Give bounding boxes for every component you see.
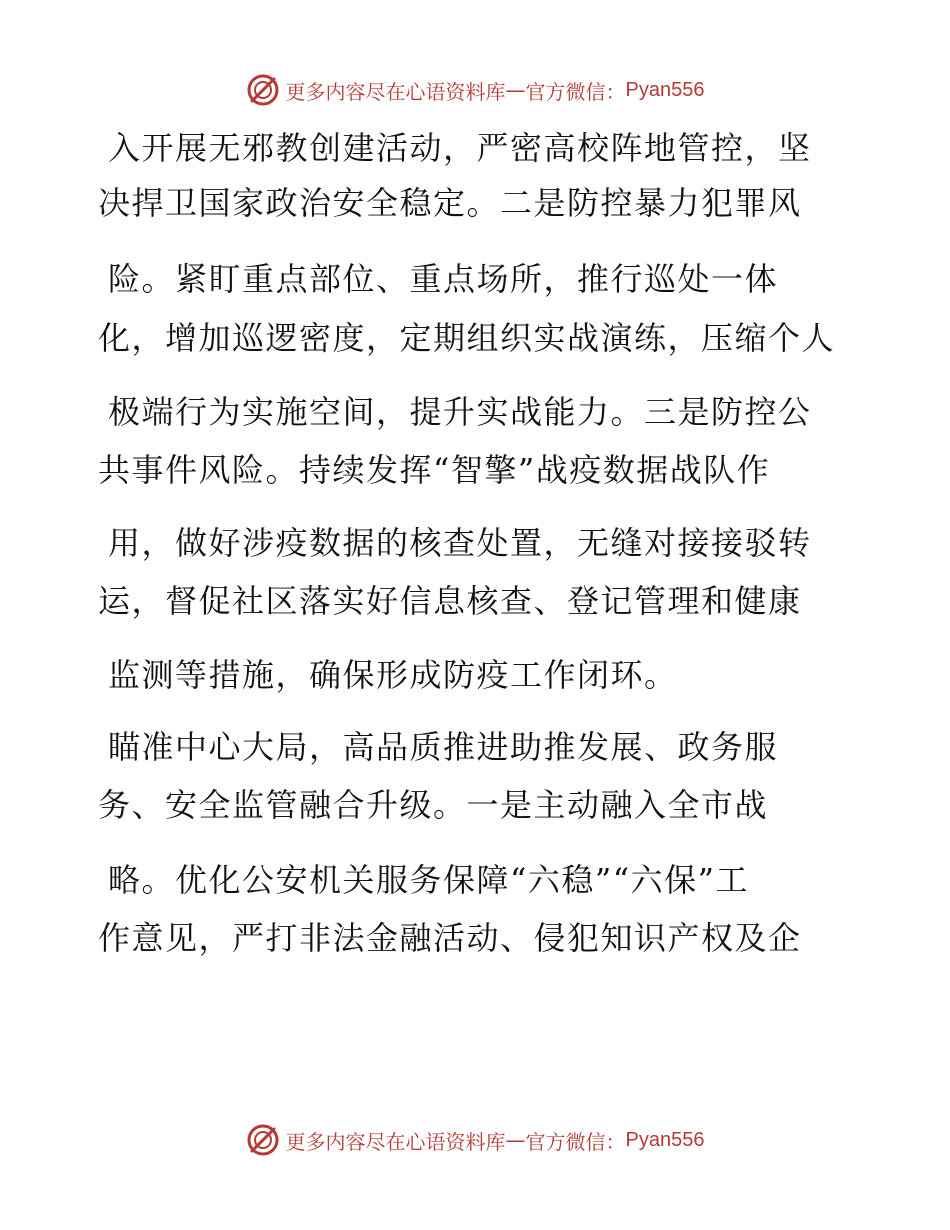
body-line: 共事件风险。持续发挥“智擎”战疫数据战队作: [98, 451, 771, 489]
header-wechat-label: 官方微信：: [525, 79, 626, 104]
footer-separator: —: [505, 1128, 526, 1152]
body-line: 监测等措施，确保形成防疫工作闭环。: [108, 656, 678, 694]
body-line: 略。优化公安机关服务保障“六稳”“六保”工: [108, 861, 749, 899]
header-banner: [0, 70, 950, 110]
body-line: 务、安全监管融合升级。一是主动融入全市战: [98, 786, 769, 824]
body-line: 作意见，严打非法金融活动、侵犯知识产权及企: [98, 919, 802, 957]
header-brand-text: 更多内容尽在心语资料库: [285, 79, 506, 104]
body-line: 用，做好涉疫数据的核查处置，无缝对接接驳转: [108, 524, 812, 562]
body-line: 决捍卫国家政治安全稳定。二是防控暴力犯罪风: [98, 184, 802, 222]
footer-wechat-label: 官方微信：: [525, 1129, 626, 1154]
brand-logo-icon: [246, 73, 280, 107]
header-wechat-handle: Pyan556: [625, 78, 705, 101]
footer-brand-text: 更多内容尽在心语资料库: [285, 1129, 506, 1154]
footer-banner: [0, 1120, 950, 1160]
header-separator: —: [505, 78, 526, 102]
body-line: 险。紧盯重点部位、重点场所，推行巡处一体: [108, 260, 779, 298]
footer-wechat-handle: Pyan556: [625, 1128, 705, 1151]
body-line: 入开展无邪教创建活动，严密高校阵地管控，坚: [108, 129, 812, 167]
brand-logo-icon: [246, 1123, 280, 1157]
body-line: 运，督促社区落实好信息核查、登记管理和健康: [98, 582, 802, 620]
body-line: 化，增加巡逻密度，定期组织实战演练，压缩个人: [98, 319, 836, 357]
body-line: 瞄准中心大局，高品质推进助推发展、政务服: [108, 728, 779, 766]
body-line: 极端行为实施空间，提升实战能力。三是防控公: [108, 393, 812, 431]
